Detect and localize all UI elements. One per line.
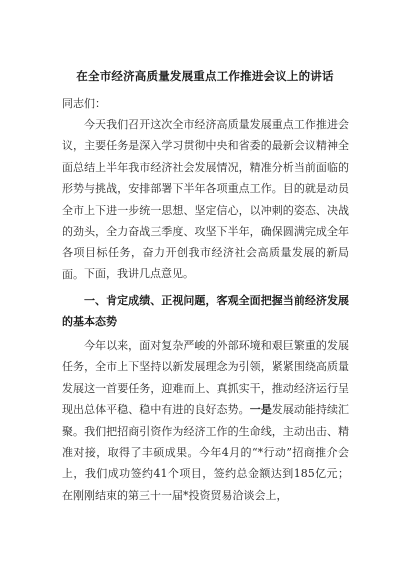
section-heading: 一、肯定成绩、正视问题，客观全面把握当前经济发展的基本态势 — [62, 294, 349, 329]
document-title: 在全市经济高质量发展重点工作推进会议上的讲话 — [76, 69, 334, 83]
salutation: 同志们： — [62, 97, 106, 110]
section-text-before: 今年以来，面对复杂严峻的外部环境和艰巨繁重的发展任务，全市上下坚持以新发展理念为引领，紧紧围绕高质量发展这一首要任务，迎难而上、真抓实干，推动经济运行呈现出总体平稳、稳中有进的良好态势。 — [62, 339, 349, 417]
section-lead-phrase: 一是 — [249, 403, 272, 417]
transition-paragraph: 下面，我讲几点意见。 — [84, 267, 194, 280]
section-text-after: 发展动能持续汇聚。我们把招商引资作为经济工作的生命线，主动出击、精准对接，取得了丰硕成果。今年4月的“*行动”招商推介会上，我们成功签约41个项目，签约总金额达到185亿元；在刚刚结束的第三十一届*投资贸易洽谈会上， — [62, 403, 350, 502]
section-paragraph — [62, 335, 349, 506]
opening-paragraph: 今天我们召开这次全市经济高质量发展重点工作推进会议，主要任务是深入学习贯彻中央和省委的最新会议精神全面总结上半年我市经济社会发展情况，精准分析当前面临的形势与挑战，安排部署下半年各项重点工作。目的就是动员全市上下进一步统一思想、坚定信心，以冲刺的姿态、决战的劲头，全力奋战三季度、攻坚下半年，确保圆满完成全年各项目标任务，奋力开创我市经济社会高质量发展的新局面。 — [62, 118, 349, 281]
